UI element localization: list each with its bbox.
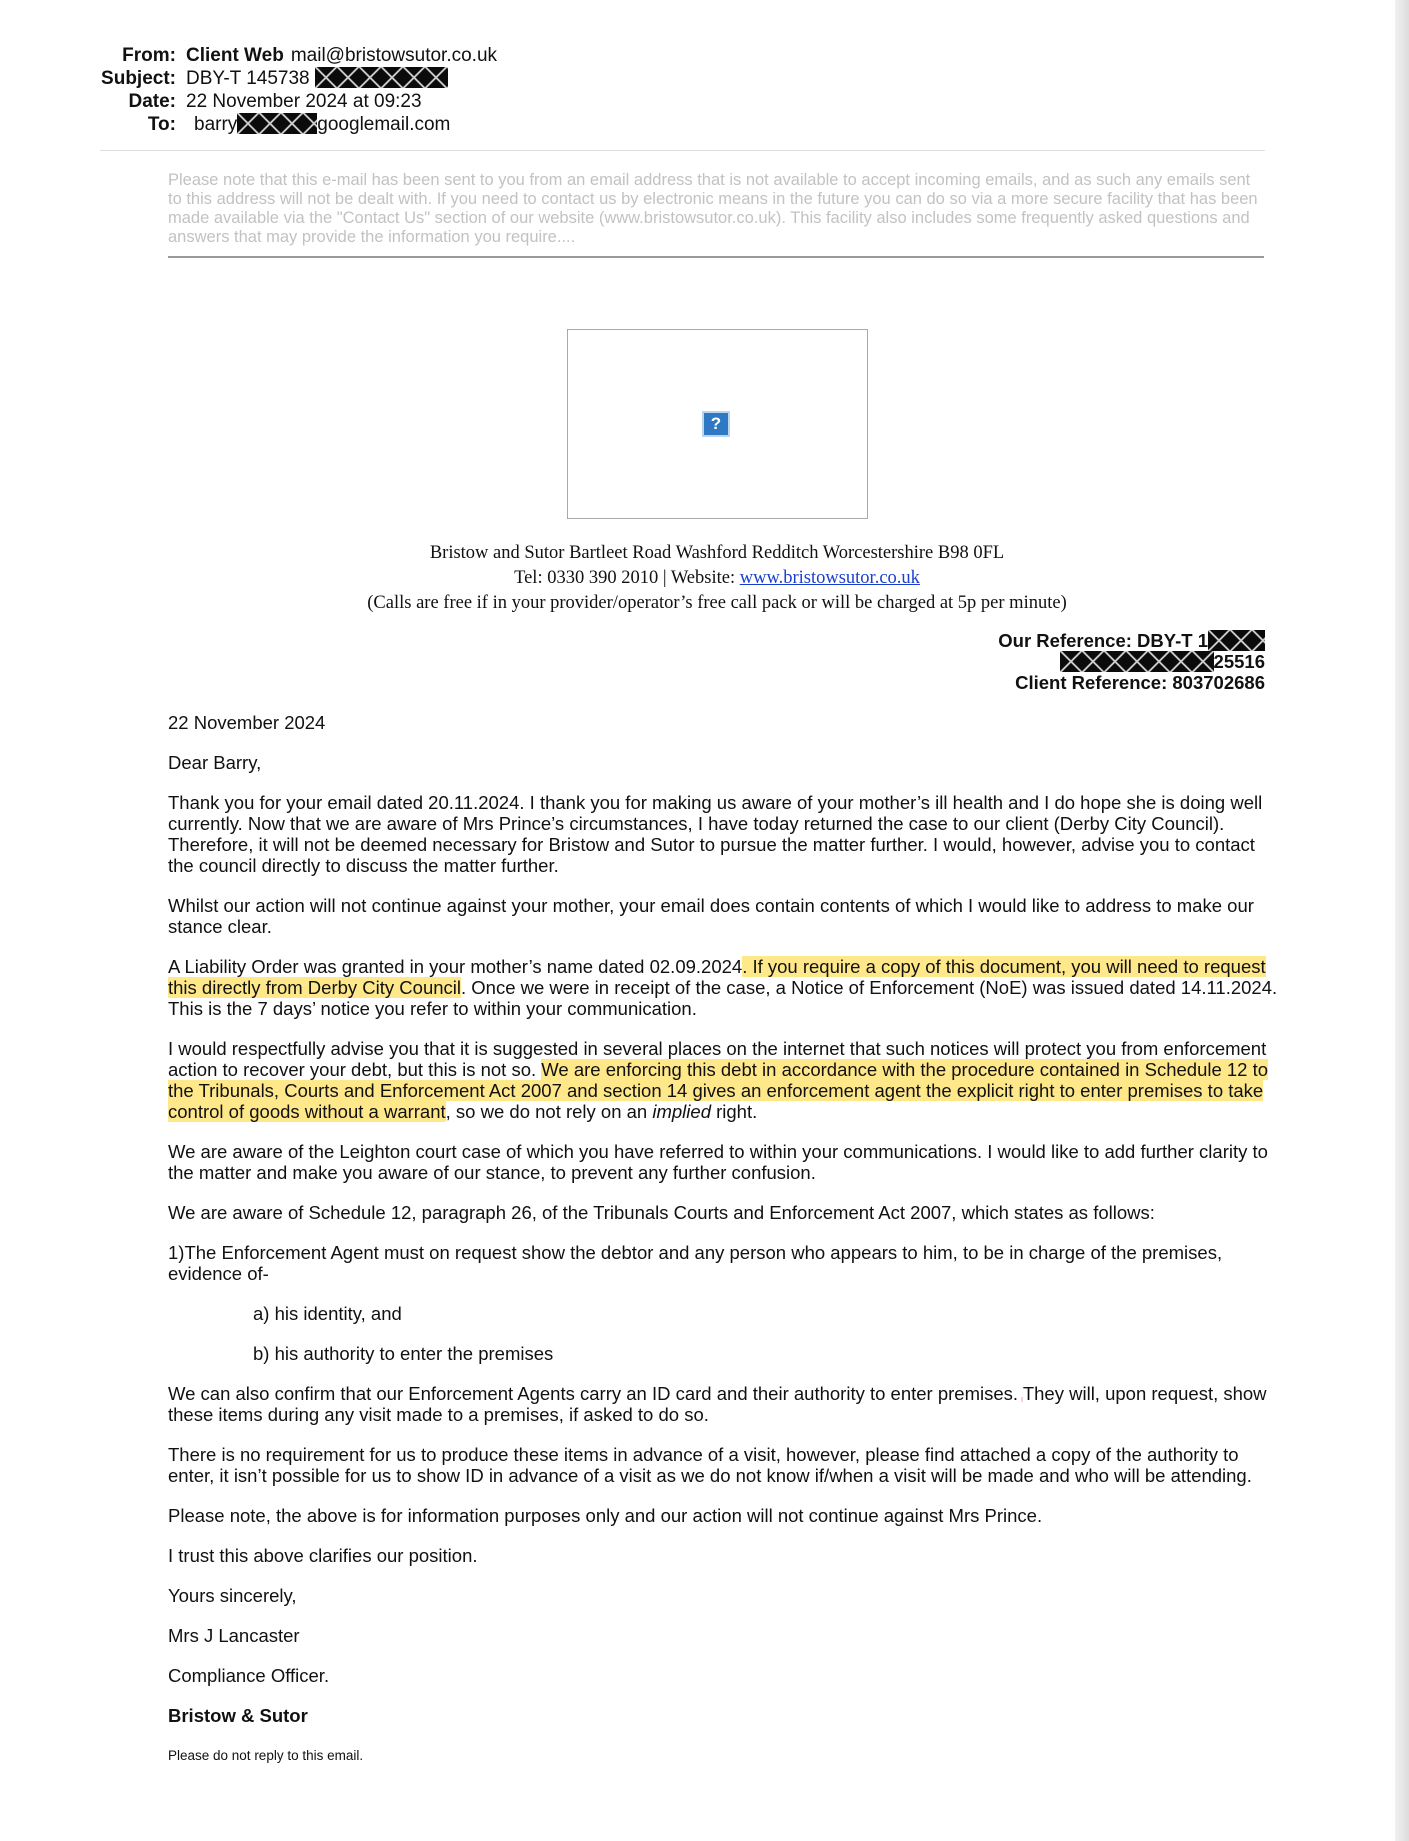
highlight-yellow: We are enforcing this debt in accordance with the procedure contained in Schedule 12 to the Tribunals, Courts and Enforcement Act 2007 and section 14 gives an enforcement agent the explicit right to enter premises to take control of goods without a warrant [168,1059,1269,1122]
noreply-notice: Please note that this e-mail has been sent to you from an email address that is not available to accept incoming emails, and as such any emails sent to this address will not be dealt with. If you need to contact us by electronic means in the future you can do so via a more secure facility that has been made available via the "Contact Us" section of our website (www.bristowsutor.co.uk). This facility also includes some frequently asked questions and answers that may provide the information you require.... [168,171,1258,246]
sender-name: Client Web [186,45,284,66]
company-name: Bristow & Sutor [168,1705,308,1726]
highlight-yellow: . If you require a copy of this document, you will need to request this directly from Derby City Council [168,956,1266,998]
paragraph: A Liability Order was granted in your mother’s name dated 02.09.2024. If you require a copy of this document, you will need to request this directly from Derby City Council. Once we were in receipt of the case, a Notice of Enforcement (NoE) was issued dated 14.11.2024. This is the 7 days’ notice you refer to within your communication. [168,956,1278,1019]
redaction-block [237,113,317,134]
paragraph: Please note, the above is for information purposes only and our action will not continue against Mrs Prince. [168,1505,1043,1526]
company-address: Bristow and Sutor Bartleet Road Washford Redditch Worcestershire B98 0FL [429,543,1005,563]
our-reference: Our Reference: DBY-T 1 [998,630,1265,651]
paragraph: Whilst our action will not continue against your mother, your email does contain contents of which I would like to address to make our stance clear. [168,895,1254,937]
sender-email[interactable]: mail@bristowsutor.co.uk [290,45,498,66]
website-link[interactable]: www.bristowsutor.co.uk [739,568,920,588]
salutation: Dear Barry, [168,752,262,773]
from-label: From: [122,45,176,66]
notice-divider [168,256,1264,258]
paragraph: We can also confirm that our Enforcement Agents carry an ID card and their authority to enter premises. They will, upon request, show these items during any visit made to a premises, if asked to do so. [168,1383,1267,1425]
references [998,630,1265,693]
highlight-pink: There is no requirement for us to produce these items in advance of a visit, however, please find attached a copy of the authority to enter, it isn’t possible for us to show ID in advance of a visit [168,1444,1239,1486]
letter-body [168,712,1278,1785]
to-prefix[interactable]: barry [194,114,238,135]
paragraph: We are aware of Schedule 12, paragraph 26, of the Tribunals Courts and Enforcement Act 2007, which states as follows: [168,1202,1155,1223]
letterhead [200,541,1234,616]
redaction-block [1208,630,1265,651]
calls-note: (Calls are free if in your provider/operator’s free call pack or will be charged at 5p per minute) [367,593,1067,613]
subject-label: Subject: [101,68,176,89]
footer-note: Please do not reply to this email. [168,1748,364,1763]
header-divider [100,150,1265,151]
highlight-pink: We can also confirm that our Enforcement Agents carry an ID card and their authority to enter premises. They [168,1383,1064,1404]
redaction-block [1060,651,1214,672]
contact-line [200,566,1234,591]
list-item: b) his authority to enter the premises [253,1343,554,1364]
subject-value: DBY-T 145738 [186,68,310,89]
missing-image-icon: ? [702,411,730,437]
redaction-block [315,67,448,88]
paragraph: There is no requirement for us to produce these items in advance of a visit, however, please find attached a copy of the authority to enter, it isn’t possible for us to show ID in advance of a visit as we do not know if/when a visit will be made and who will be attending. [168,1444,1252,1486]
date-row [0,90,620,113]
list-item: a) his identity, and [253,1303,402,1324]
signatory-title: Compliance Officer. [168,1665,330,1686]
paragraph: Thank you for your email dated 20.11.2024. I thank you for making us aware of your mother’s ill health and I do hope she is doing well currently. Now that we are aware of Mrs Prince’s circumstances, I have today returned the case to our client (Derby City Council). Therefore, it will not be deemed necessary for Bristow and Sutor to pursue the matter further. I would, however, advise you to contact the council directly to discuss the matter further. [168,792,1263,876]
to-suffix[interactable]: googlemail.com [317,114,451,135]
closing: Yours sincerely, [168,1585,297,1606]
paragraph: We are aware of the Leighton court case of which you have referred to within your communications. I would like to add further clarity to the matter and make you aware of our stance, to prevent any further confusion. [168,1141,1268,1183]
broken-image-placeholder [567,329,868,519]
our-reference-continued: 25516 [998,651,1265,672]
to-row [0,113,620,136]
to-label: To: [147,114,176,135]
paragraph: I trust this above clarifies our position. [168,1545,478,1566]
subject-row [0,67,620,90]
telephone: Tel: 0330 390 2010 | Website: [514,568,740,588]
letter-date: 22 November 2024 [168,712,326,733]
page-edge [1395,0,1409,1841]
from-row [0,44,620,67]
date-label: Date: [128,91,176,112]
client-reference: Client Reference: 803702686 [1015,672,1265,693]
paragraph: I would respectfully advise you that it is suggested in several places on the internet that such notices will protect you from enforcement action to recover your debt, but this is not so. We are enforcing this debt in accordance with the procedure contained in Schedule 12 to the Tribunals, Courts and Enforcement Act 2007 and section 14 gives an enforcement agent the explicit right to enter premises to take control of goods without a warrant, so we do not rely on an implied right. [168,1038,1269,1122]
signatory: Mrs J Lancaster [168,1625,300,1646]
email-header [0,44,620,136]
paragraph: 1)The Enforcement Agent must on request show the debtor and any person who appears to him, to be in charge of the premises, evidence of- [168,1242,1223,1284]
date-value: 22 November 2024 at 09:23 [186,91,422,112]
